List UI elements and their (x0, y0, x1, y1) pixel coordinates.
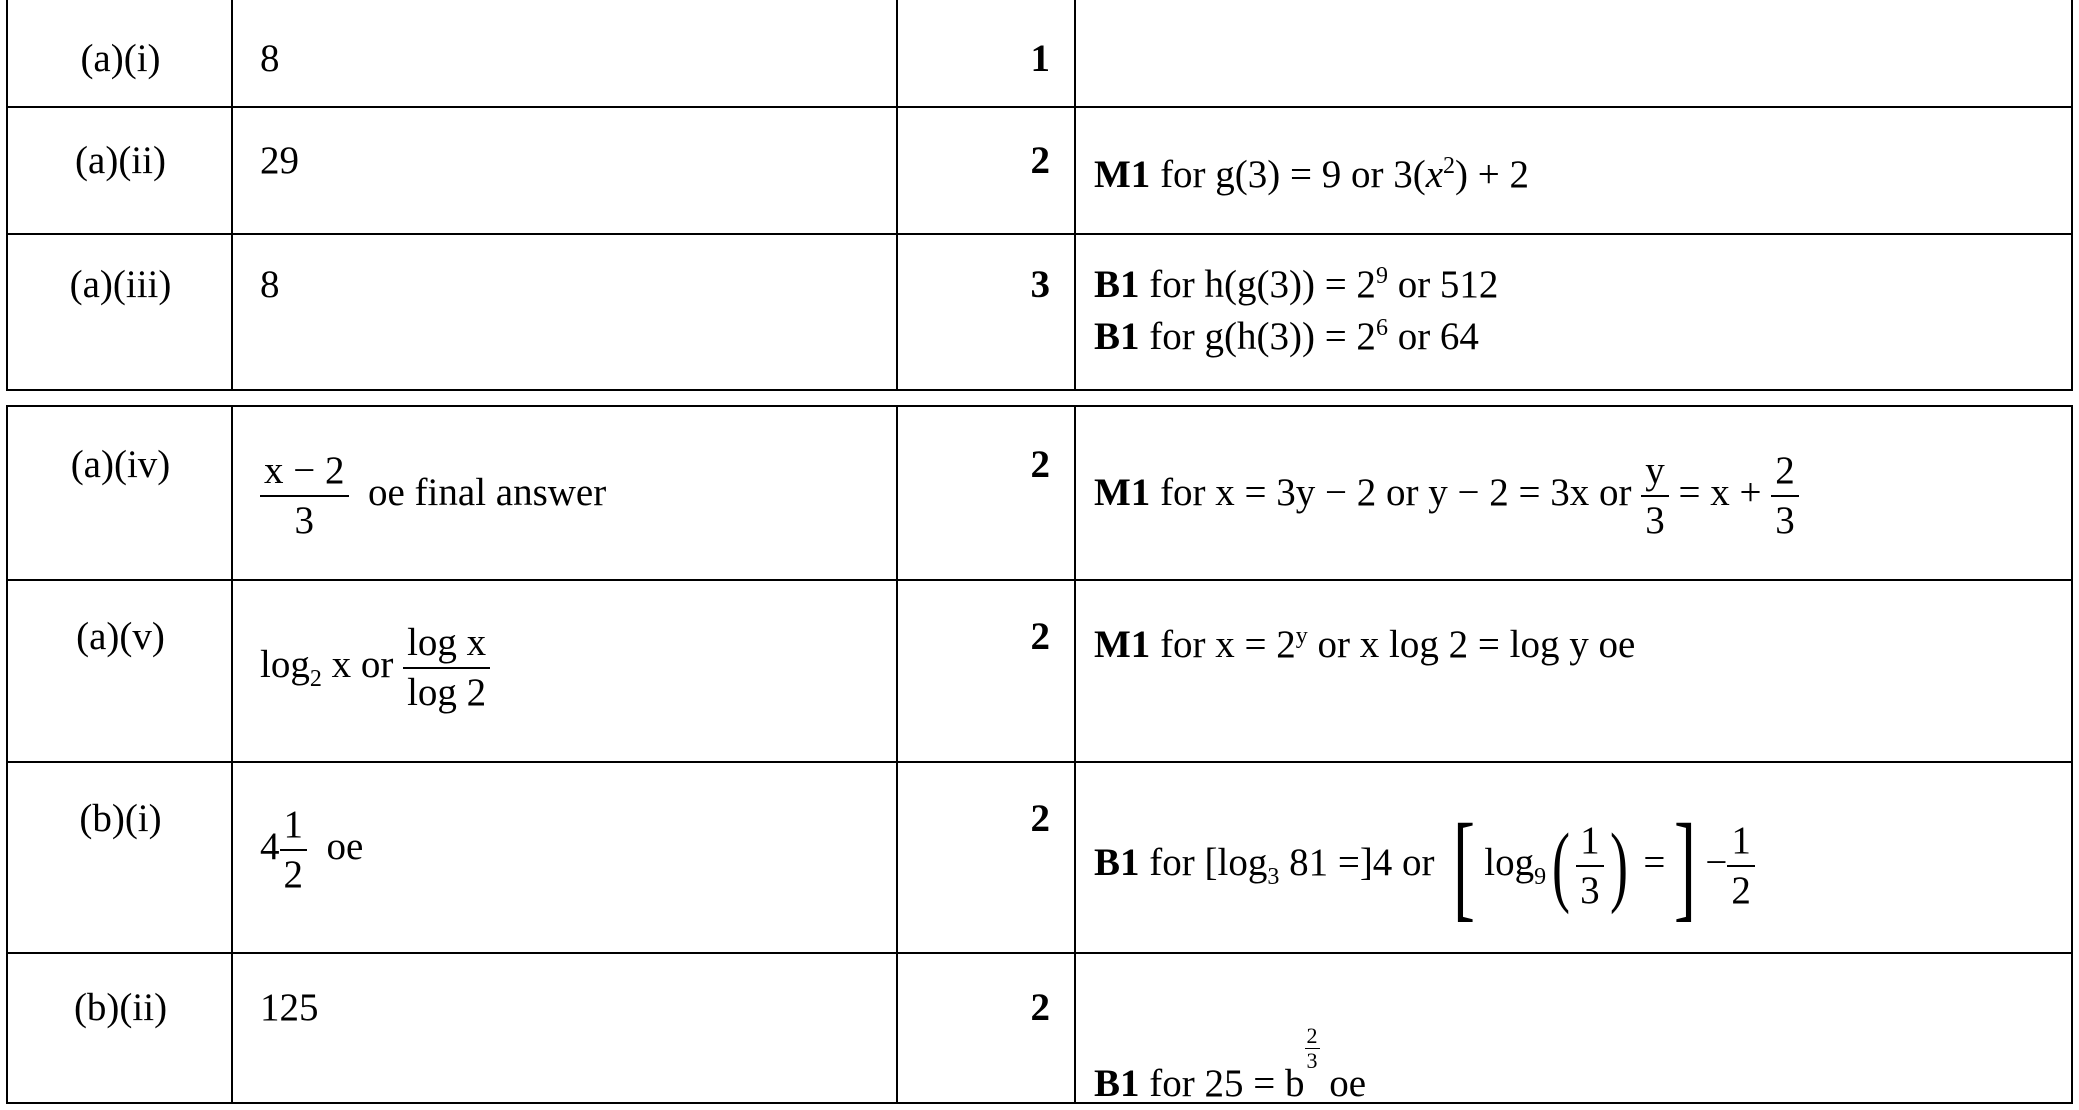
fraction: $\frac{1}{2}$ (1727, 817, 1755, 915)
question-number: (b)(i) (79, 797, 162, 840)
fraction: $\frac{y}{3}$ (1641, 447, 1669, 545)
guidance-cell: M1 for x = 3y − 2 or y − 2 = 3x or $\frac{y}{3}$ = x + $\frac{2}{3}$ (1094, 447, 1799, 545)
marks-cell: 2 (1030, 139, 1050, 182)
fraction: $\frac{\text{log x}}{\log 2}$ (403, 619, 490, 717)
answer-cell: 29 (260, 139, 299, 182)
guidance-cell: B1 for $g(h(3)) = 2^6$ or 64 (1094, 315, 1479, 358)
question-number: (a)(ii) (75, 139, 166, 182)
answer-cell: 4 $\frac{1}{2}$ oe (260, 801, 363, 899)
table-row (8, 954, 2071, 1104)
table-row (8, 108, 2071, 235)
guidance-cell: B1 for 25 = b $\frac{2}{3}$ oe (1094, 1023, 1367, 1105)
fraction-exponent: $\frac{2}{3}$ (1306, 1023, 1318, 1073)
fraction: $\frac{x - 2}{3}$ (260, 447, 349, 545)
answer-cell: $\log_2 x$ or $\frac{\text{log x}}{\log 2}$ (260, 619, 490, 717)
mark-scheme-table-1 (6, 0, 2073, 391)
guidance-cell: M1 for $x = 2^y$ or x log 2 = log y oe (1094, 623, 1636, 666)
table-row (8, 581, 2071, 763)
question-number: (a)(v) (76, 615, 165, 658)
table-row (8, 235, 2071, 389)
answer-cell: 8 (260, 37, 280, 80)
question-number: (a)(iv) (70, 443, 171, 486)
mark-scheme-table-2 (6, 405, 2073, 1104)
marks-cell: 2 (1030, 797, 1050, 840)
table-row (8, 763, 2071, 954)
answer-cell: $\frac{x - 2}{3}$ oe final answer (260, 447, 606, 545)
fraction: $\frac{2}{3}$ (1771, 447, 1799, 545)
question-number: (a)(iii) (69, 263, 172, 306)
marks-cell: 3 (1030, 263, 1050, 306)
question-number: (a)(i) (80, 37, 161, 80)
answer-cell: 8 (260, 263, 280, 306)
guidance-cell: M1 for g(3) = 9 or $3(x^2) + 2$ (1094, 153, 1530, 196)
answer-cell: 125 (260, 986, 319, 1029)
marks-cell: 1 (1030, 37, 1050, 80)
marks-cell: 2 (1030, 986, 1050, 1029)
fraction: $\frac{1}{2}$ (280, 801, 308, 899)
fraction: $\frac{1}{3}$ (1576, 817, 1604, 915)
marks-cell: 2 (1030, 615, 1050, 658)
marks-cell: 2 (1030, 443, 1050, 486)
guidance-cell: B1 for $h(g(3)) = 2^9$ or 512 (1094, 263, 1499, 306)
table-row (8, 0, 2071, 108)
question-number: (b)(ii) (73, 986, 168, 1029)
guidance-cell: B1 for [$\log_3$ 81 =]4 or [ $\log_9$( $\frac{1}{3}$ ) =] − $\frac{1}{2}$ (1094, 811, 1755, 921)
table-row (8, 407, 2071, 581)
